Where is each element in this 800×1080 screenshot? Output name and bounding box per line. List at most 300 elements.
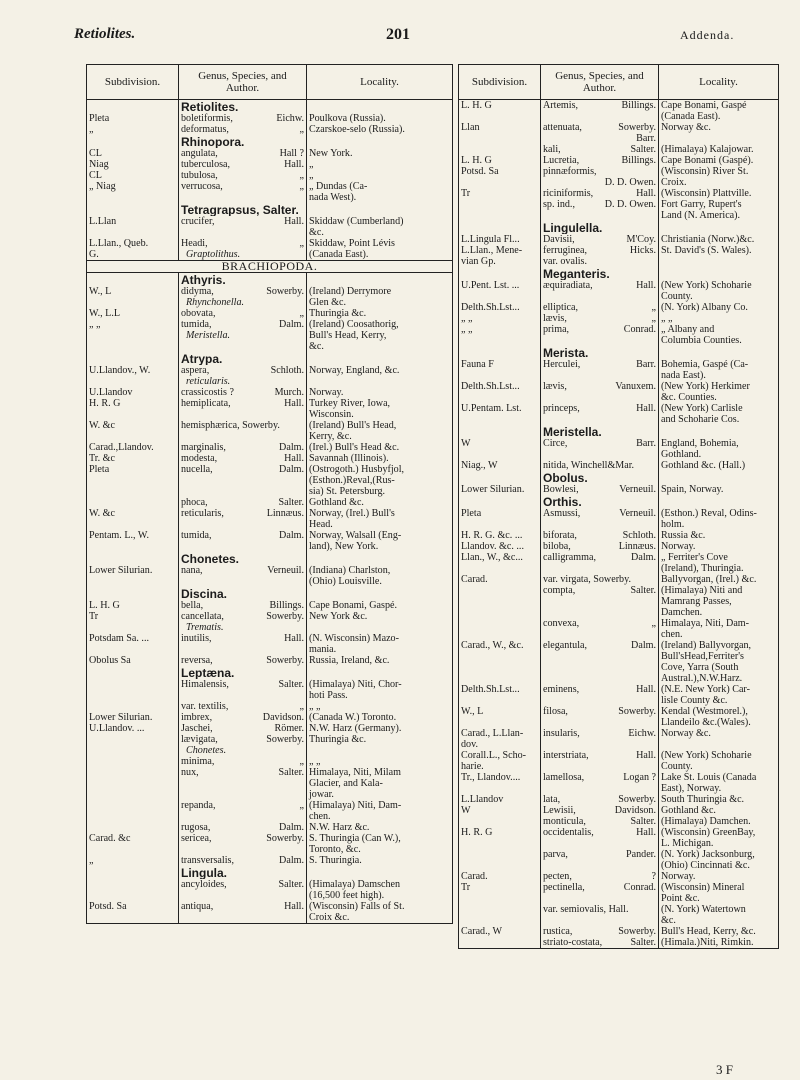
locality-text: East), Norway. (661, 783, 722, 794)
subdivision-cell (87, 475, 179, 486)
subdivision-cell (87, 879, 179, 890)
species-cell (541, 166, 659, 177)
species-author: „ (651, 618, 656, 629)
species-cell (179, 273, 307, 287)
subdivision-cell (87, 530, 179, 541)
subdivision-cell (459, 618, 541, 629)
species-name: Davisii, (543, 234, 575, 245)
species-cell (179, 409, 307, 420)
species-author: Billings. (621, 155, 656, 166)
species-name: tuberculosa, (181, 159, 231, 170)
subdivision-cell (87, 519, 179, 530)
subdivision-cell (87, 633, 179, 644)
locality-text: Mamrang Passes, (661, 596, 732, 607)
subdivision-text: Carad., W (461, 926, 503, 937)
species-cell (541, 346, 659, 359)
table-row (459, 717, 779, 728)
subdivision-cell (87, 508, 179, 519)
subdivision-cell (459, 267, 541, 280)
subdivision-cell (87, 453, 179, 464)
species-author: Dalm. (279, 855, 304, 866)
species-cell (541, 449, 659, 460)
subdivision-cell (87, 866, 179, 879)
table-row (87, 297, 453, 308)
table-row (459, 144, 779, 155)
table-row (87, 273, 453, 287)
table-row (87, 148, 453, 159)
subdivision-text: Pentam. L., W. (89, 530, 149, 541)
subdivision-text: W., L.L (89, 308, 121, 319)
species-cell (179, 745, 307, 756)
species-cell (179, 723, 307, 734)
subdivision-cell (459, 392, 541, 403)
subdivision-cell (87, 890, 179, 901)
species-name: hemisphærica, Sowerby. (181, 420, 280, 431)
subdivision-cell (87, 352, 179, 365)
locality-cell (659, 728, 779, 739)
subdivision-cell (459, 199, 541, 210)
locality-cell (307, 238, 453, 249)
genus-heading: Lingula. (181, 866, 227, 879)
locality-text: Croix. (661, 177, 687, 188)
species-author: Dalm. (279, 442, 304, 453)
subdivision-cell (459, 574, 541, 585)
species-cell (541, 937, 659, 949)
subdivision-text: vian Gp. (461, 256, 496, 267)
subdivision-cell (459, 177, 541, 188)
locality-text: holm. (661, 519, 685, 530)
locality-text: (Wisconsin) River St. (661, 166, 749, 177)
species-cell (541, 739, 659, 750)
locality-cell (307, 690, 453, 701)
locality-text: Llandeilo &c.(Wales). (661, 717, 751, 728)
subdivision-cell (87, 159, 179, 170)
subdivision-cell (459, 563, 541, 574)
subdivision-cell (459, 794, 541, 805)
table-row (87, 497, 453, 508)
locality-text: „ Albany and (661, 324, 715, 335)
subdivision-cell (87, 552, 179, 565)
locality-text: Skiddaw, Point Lévis (309, 238, 395, 249)
subdivision-text: Pleta (461, 508, 482, 519)
subdivision-cell (87, 745, 179, 756)
species-cell (179, 879, 307, 890)
species-cell (541, 133, 659, 144)
table-row (87, 565, 453, 576)
species-name: inutilis, (181, 633, 212, 644)
locality-cell (307, 442, 453, 453)
locality-cell (307, 420, 453, 431)
table-row (87, 644, 453, 655)
species-name: elegantula, (543, 640, 587, 651)
species-cell (541, 585, 659, 596)
locality-text: (Himalaya) Kalajowar. (661, 144, 754, 155)
species-cell (541, 915, 659, 926)
table-row (87, 464, 453, 475)
species-cell (179, 622, 307, 633)
subdivision-cell (87, 611, 179, 622)
table-row (459, 794, 779, 805)
locality-cell (659, 684, 779, 695)
subdivision-cell (459, 684, 541, 695)
locality-cell (659, 221, 779, 234)
species-cell (179, 756, 307, 767)
subdivision-cell (87, 666, 179, 679)
locality-text: sia) St. Petersburg. (309, 486, 386, 497)
species-cell (541, 662, 659, 673)
genus-heading: Obolus. (543, 471, 588, 484)
locality-text: lisle County &c. (661, 695, 728, 706)
locality-cell (307, 734, 453, 745)
species-author: Hall. (284, 398, 304, 409)
locality-text: Cove, Yarra (South (661, 662, 739, 673)
species-cell (541, 541, 659, 552)
locality-text: &c. (661, 915, 676, 926)
table-row (459, 122, 779, 133)
locality-cell (659, 849, 779, 860)
subdivision-cell (87, 409, 179, 420)
locality-cell (307, 273, 453, 287)
species-author: Hall. (636, 750, 656, 761)
locality-cell (307, 778, 453, 789)
species-cell (541, 805, 659, 816)
subdivision-cell (87, 497, 179, 508)
locality-text: Himalaya, Niti, Milam (309, 767, 401, 778)
subdivision-text: H. R. G (89, 398, 121, 409)
table-row (459, 324, 779, 335)
table-row (87, 124, 453, 135)
locality-text: Norway. (661, 541, 696, 552)
locality-text: (Wisconsin) Falls of St. (309, 901, 405, 912)
species-name: deformatus, (181, 124, 229, 135)
subdivision-cell (459, 381, 541, 392)
locality-cell (659, 541, 779, 552)
table-row (459, 133, 779, 144)
subdivision-cell (459, 291, 541, 302)
locality-cell (307, 644, 453, 655)
locality-text: (Esthon.)Reval,(Rus- (309, 475, 395, 486)
table-row (459, 449, 779, 460)
subdivision-cell (459, 370, 541, 381)
locality-text: New York. (309, 148, 353, 159)
locality-cell (307, 679, 453, 690)
subdivision-cell (459, 541, 541, 552)
locality-text: „ „ (309, 756, 321, 767)
species-name: lata, (543, 794, 561, 805)
table-row (459, 860, 779, 871)
subdivision-cell (87, 800, 179, 811)
species-cell (179, 341, 307, 352)
subdivision-cell (459, 750, 541, 761)
species-cell (179, 530, 307, 541)
table-row (459, 403, 779, 414)
table-row (87, 135, 453, 148)
subdivision-cell (87, 249, 179, 261)
table-row (87, 855, 453, 866)
subdivision-text: Delth.Sh.Lst... (461, 684, 520, 695)
locality-cell (659, 144, 779, 155)
species-cell (541, 893, 659, 904)
locality-cell (307, 600, 453, 611)
species-cell (541, 210, 659, 221)
table-row (87, 319, 453, 330)
subdivision-cell (87, 319, 179, 330)
locality-text: (Himalaya) Niti, Dam- (309, 800, 402, 811)
subdivision-cell (459, 359, 541, 370)
locality-cell (307, 519, 453, 530)
species-author: Sowerby. (266, 611, 304, 622)
subdivision-text: Carad., L.Llan- (461, 728, 524, 739)
subdivision-cell (87, 833, 179, 844)
locality-text: (New York) Schoharie (661, 280, 752, 291)
locality-cell (659, 392, 779, 403)
subdivision-cell (459, 256, 541, 267)
locality-cell (659, 607, 779, 618)
locality-cell (307, 352, 453, 365)
locality-text: (Ohio) Cincinnati &c. (661, 860, 750, 871)
table-row (87, 170, 453, 181)
subdivision-cell (459, 484, 541, 495)
subdivision-cell (87, 170, 179, 181)
subdivision-cell (87, 376, 179, 387)
table-row (459, 706, 779, 717)
species-cell (541, 100, 659, 112)
species-name: obovata, (181, 308, 216, 319)
species-cell (541, 324, 659, 335)
subdivision-cell (87, 297, 179, 308)
species-author: Sowerby. (618, 926, 656, 937)
species-author: Dalm. (279, 464, 304, 475)
subdivision-cell (87, 756, 179, 767)
species-name: transversalis, (181, 855, 234, 866)
subdivision-cell (459, 673, 541, 684)
subdivision-text: W (461, 805, 471, 816)
species-cell (541, 816, 659, 827)
locality-text: Turkey River, Iowa, (309, 398, 391, 409)
locality-text: nada East). (661, 370, 706, 381)
locality-cell (307, 249, 453, 261)
subdivision-cell (87, 387, 179, 398)
subdivision-cell (87, 273, 179, 287)
subdivision-text: L.Llan., Mene- (461, 245, 523, 256)
species-name: hemiplicata, (181, 398, 231, 409)
locality-cell (307, 701, 453, 712)
locality-cell (307, 453, 453, 464)
locality-text: (Wisconsin) GreenBay, (661, 827, 756, 838)
genus-name: Chonetes. (186, 745, 227, 756)
locality-cell (659, 122, 779, 133)
species-cell (541, 403, 659, 414)
locality-text: (Himalaya) Niti, Chor- (309, 679, 402, 690)
table-row (87, 227, 453, 238)
species-cell (541, 425, 659, 438)
locality-text: „ „ (661, 313, 673, 324)
locality-text: (Esthon.) Reval, Odins- (661, 508, 757, 519)
subdivision-cell (87, 734, 179, 745)
locality-cell (659, 460, 779, 471)
locality-text: New York &c. (309, 611, 368, 622)
species-cell (179, 701, 307, 712)
table-row (459, 926, 779, 937)
locality-cell (659, 717, 779, 728)
locality-text: Wisconsin. (309, 409, 354, 420)
subdivision-cell (459, 403, 541, 414)
table-row (87, 420, 453, 431)
species-author: D. D. Owen. (604, 177, 656, 188)
col-subdivision: Subdivision. (87, 65, 179, 100)
table-row (87, 249, 453, 261)
locality-cell (659, 904, 779, 915)
locality-text: (New York) Carlisle (661, 403, 743, 414)
locality-cell (659, 425, 779, 438)
table-row (459, 111, 779, 122)
subdivision-cell (87, 203, 179, 216)
table-row (87, 587, 453, 600)
locality-text: Norway &c. (661, 728, 711, 739)
species-cell (541, 728, 659, 739)
locality-text: Christiania (Norw.)&c. (661, 234, 755, 245)
subdivision-cell (459, 882, 541, 893)
species-name: Lucretia, (543, 155, 580, 166)
species-cell (541, 849, 659, 860)
locality-cell (659, 673, 779, 684)
table-row (459, 904, 779, 915)
subdivision-text: Potsdam Sa. ... (89, 633, 150, 644)
table-row (459, 346, 779, 359)
subdivision-text: W., L (461, 706, 484, 717)
species-name: Asmussi, (543, 508, 581, 519)
table-row (459, 596, 779, 607)
species-cell (541, 673, 659, 684)
species-name: marginalis, (181, 442, 226, 453)
locality-text: (Himalaya) Damchen. (661, 816, 751, 827)
table-row (459, 849, 779, 860)
subdivision-text: Tr (461, 882, 471, 893)
table-row (459, 563, 779, 574)
locality-text: N.W. Harz &c. (309, 822, 370, 833)
locality-text: Fort Garry, Rupert's (661, 199, 742, 210)
species-author: Hicks. (629, 245, 656, 256)
subdivision-text: L.Llan (89, 216, 117, 227)
species-name: ancyloides, (181, 879, 227, 890)
table-row (87, 398, 453, 409)
genus-heading: Atrypa. (181, 352, 223, 365)
locality-text: Cape Bonami, Gaspé. (309, 600, 398, 611)
subdivision-cell (459, 100, 541, 112)
locality-text: Kendal (Westmorel.), (661, 706, 748, 717)
species-author: Linnæus. (266, 508, 304, 519)
locality-text: and Schoharie Cos. (661, 414, 740, 425)
subdivision-text: U.Llandov. ... (89, 723, 145, 734)
locality-cell (307, 767, 453, 778)
table-row (87, 530, 453, 541)
table-row (87, 866, 453, 879)
species-name: parva, (543, 849, 568, 860)
species-cell (541, 221, 659, 234)
species-name: var. semiovalis, Hall. (543, 904, 629, 915)
species-cell (541, 291, 659, 302)
species-cell (179, 192, 307, 203)
locality-text: S. Thuringia (Can W.), (309, 833, 401, 844)
genus-heading: Meristella. (543, 425, 602, 438)
species-author: „ (299, 800, 304, 811)
locality-cell (659, 508, 779, 519)
table-row (459, 519, 779, 530)
species-cell (179, 330, 307, 341)
subdivision-cell (87, 789, 179, 800)
subdivision-text: G. (89, 249, 99, 260)
locality-cell (307, 800, 453, 811)
table-row (459, 484, 779, 495)
subdivision-text: dov. (461, 739, 479, 750)
subdivision-cell (87, 238, 179, 249)
species-name: nana, (181, 565, 203, 576)
locality-text: Damchen. (661, 607, 703, 618)
species-author: Hall. (284, 159, 304, 170)
subdivision-cell (87, 600, 179, 611)
species-cell (179, 387, 307, 398)
table-row (459, 761, 779, 772)
table-row (87, 203, 453, 216)
locality-cell (307, 365, 453, 376)
species-name: convexa, (543, 618, 580, 629)
locality-cell (307, 745, 453, 756)
table-row (459, 684, 779, 695)
table-row (459, 695, 779, 706)
locality-cell (659, 414, 779, 425)
table-row (87, 745, 453, 756)
species-cell (179, 308, 307, 319)
species-author: Hall ? (279, 148, 304, 159)
species-cell (541, 256, 659, 267)
table-row (87, 622, 453, 633)
species-name: imbrex, (181, 712, 213, 723)
subdivision-cell (87, 565, 179, 576)
species-name: Lewisii, (543, 805, 576, 816)
subdivision-cell (87, 912, 179, 924)
subdivision-cell (459, 596, 541, 607)
species-author: Schloth. (270, 365, 304, 376)
species-cell (179, 587, 307, 600)
subdivision-cell (87, 679, 179, 690)
subdivision-cell (459, 234, 541, 245)
locality-text: (New York) Herkimer (661, 381, 750, 392)
locality-text: Russia &c. (661, 530, 706, 541)
table-row (87, 789, 453, 800)
subdivision-text: „ „ (461, 313, 473, 324)
species-cell (179, 398, 307, 409)
locality-text: England, Bohemia, (661, 438, 739, 449)
subdivision-text: Lower Silurian. (89, 712, 153, 723)
locality-text: „ „ (309, 701, 321, 712)
locality-text: (N. York) Albany Co. (661, 302, 748, 313)
species-author: Pander. (626, 849, 656, 860)
locality-cell (659, 381, 779, 392)
species-name: crucifer, (181, 216, 215, 227)
genus-heading: Tetragrapsus, Salter. (181, 203, 299, 216)
species-author: Barr. (636, 133, 656, 144)
locality-cell (307, 497, 453, 508)
species-author: Hall. (636, 827, 656, 838)
genus-heading: Athyris. (181, 273, 226, 286)
subdivision-text: „ Niag (89, 181, 116, 192)
table-row (459, 256, 779, 267)
table-row (87, 341, 453, 352)
locality-cell (307, 587, 453, 600)
running-head-left: Retiolites. (74, 26, 136, 42)
subdivision-cell (459, 519, 541, 530)
table-row (87, 330, 453, 341)
